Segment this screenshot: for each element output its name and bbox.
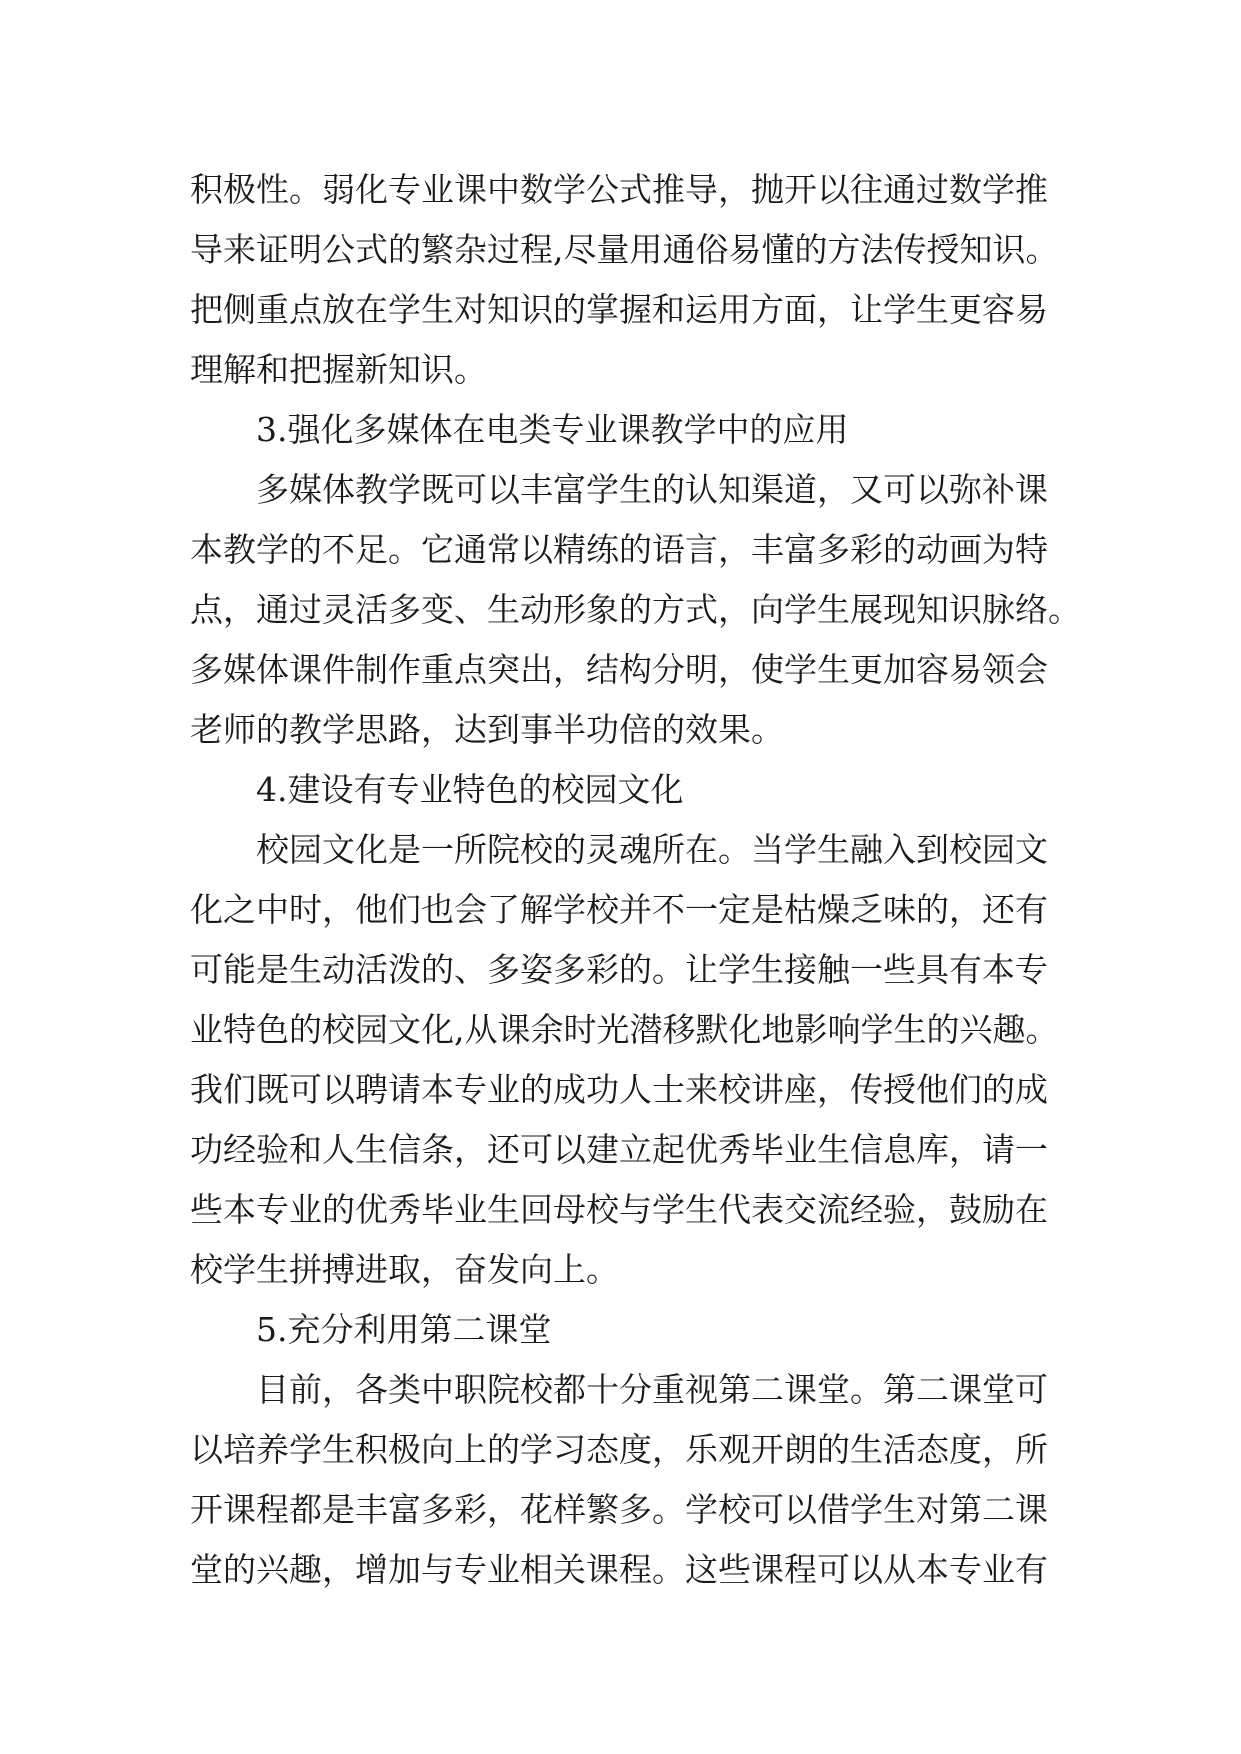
text-line: 可能是生动活泼的、多姿多彩的。让学生接触一些具有本专 bbox=[190, 950, 1048, 989]
section-heading: 4.建设有专业特色的校园文化 bbox=[256, 770, 684, 809]
text-line: 以培养学生积极向上的学习态度，乐观开朗的生活态度，所 bbox=[190, 1430, 1048, 1469]
text-line: 化之中时，他们也会了解学校并不一定是枯燥乏味的，还有 bbox=[190, 890, 1048, 929]
text-line: 业特色的校园文化,从课余时光潜移默化地影响学生的兴趣。 bbox=[190, 1010, 1059, 1049]
text-line: 点，通过灵活多变、生动形象的方式，向学生展现知识脉络。 bbox=[190, 590, 1081, 629]
text-line: 本教学的不足。它通常以精练的语言，丰富多彩的动画为特 bbox=[190, 530, 1048, 569]
text-line: 校学生拼搏进取，奋发向上。 bbox=[190, 1250, 619, 1289]
text-line: 校园文化是一所院校的灵魂所在。当学生融入到校园文 bbox=[256, 830, 1048, 869]
text-line: 功经验和人生信条，还可以建立起优秀毕业生信息库，请一 bbox=[190, 1130, 1048, 1169]
text-line: 老师的教学思路，达到事半功倍的效果。 bbox=[190, 710, 784, 749]
text-line: 积极性。弱化专业课中数学公式推导，抛开以往通过数学推 bbox=[190, 170, 1048, 209]
section-heading: 5.充分利用第二课堂 bbox=[256, 1310, 552, 1349]
text-line: 堂的兴趣，增加与专业相关课程。这些课程可以从本专业有 bbox=[190, 1550, 1048, 1589]
text-line: 目前，各类中职院校都十分重视第二课堂。第二课堂可 bbox=[256, 1370, 1048, 1409]
text-line: 我们既可以聘请本专业的成功人士来校讲座，传授他们的成 bbox=[190, 1070, 1048, 1109]
text-line: 理解和把握新知识。 bbox=[190, 350, 487, 389]
text-line: 些本专业的优秀毕业生回母校与学生代表交流经验，鼓励在 bbox=[190, 1190, 1048, 1229]
body-text bbox=[190, 160, 1090, 1600]
text-line: 多媒体教学既可以丰富学生的认知渠道，又可以弥补课 bbox=[256, 470, 1048, 509]
text-line: 导来证明公式的繁杂过程,尽量用通俗易懂的方法传授知识。 bbox=[190, 230, 1059, 269]
section-heading: 3.强化多媒体在电类专业课教学中的应用 bbox=[256, 410, 849, 449]
text-line: 把侧重点放在学生对知识的掌握和运用方面，让学生更容易 bbox=[190, 290, 1048, 329]
text-line: 开课程都是丰富多彩，花样繁多。学校可以借学生对第二课 bbox=[190, 1490, 1048, 1529]
text-line: 多媒体课件制作重点突出，结构分明，使学生更加容易领会 bbox=[190, 650, 1048, 689]
